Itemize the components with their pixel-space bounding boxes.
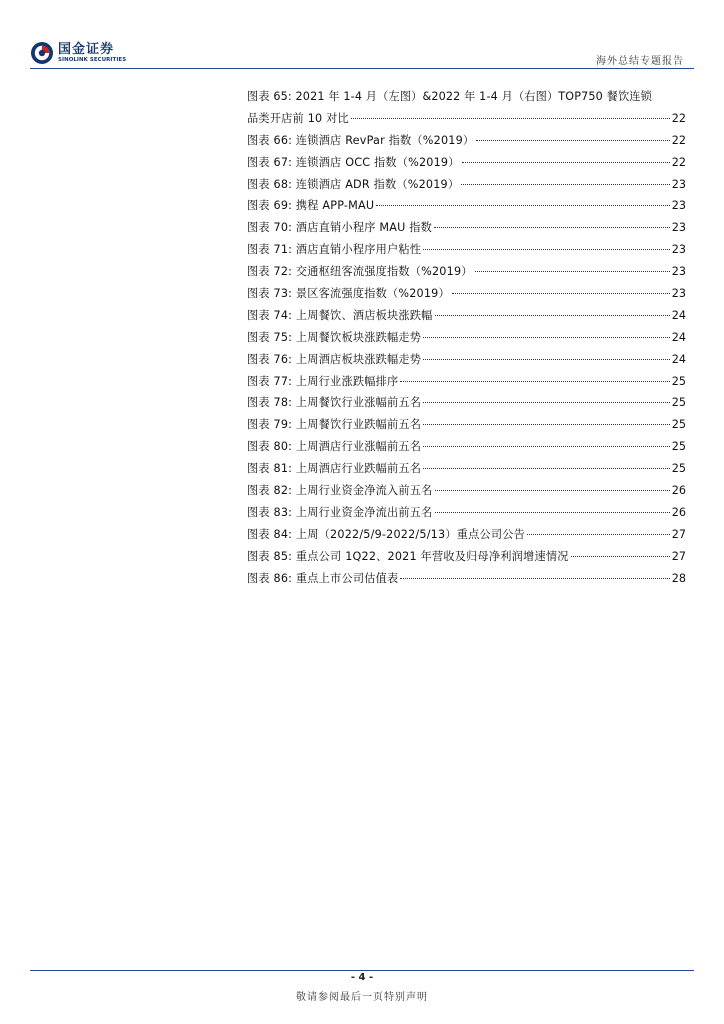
toc-entry-text: 图表 77: 上周行业涨跌幅排序 [247, 374, 399, 388]
toc-entry-line [247, 349, 686, 371]
toc-page-number: 22 [671, 111, 686, 125]
toc-page-number: 23 [671, 265, 686, 279]
sinolink-logo-icon [30, 41, 54, 65]
page-header [30, 38, 694, 68]
toc-entry-line [247, 327, 686, 349]
toc-dot-leader [376, 205, 669, 206]
toc-dot-leader [435, 315, 670, 316]
toc-entry-line [247, 524, 686, 546]
sinolink-logo [30, 40, 126, 66]
toc-entry[interactable] [247, 349, 686, 371]
toc-dot-leader [423, 337, 670, 338]
toc-page-number: 23 [671, 221, 686, 235]
toc-dot-leader [435, 490, 670, 491]
logo-text [58, 43, 126, 63]
toc-page-number: 28 [671, 571, 686, 585]
toc-entry-text: 图表 74: 上周餐饮、酒店板块涨跌幅 [247, 308, 433, 322]
toc-entry-text: 图表 73: 景区客流强度指数（%2019） [247, 287, 450, 301]
toc-entry-text: 图表 84: 上周（2022/5/9-2022/5/13）重点公司公告 [247, 527, 526, 541]
toc-page-number: 25 [671, 396, 686, 410]
toc-entry-line [247, 392, 686, 414]
header-divider [30, 68, 694, 69]
toc-page-number: 26 [671, 505, 686, 519]
toc-entry[interactable] [247, 152, 686, 174]
toc-entry[interactable] [247, 327, 686, 349]
toc-entry-line [247, 195, 686, 217]
toc-entry[interactable] [247, 568, 686, 590]
toc-dot-leader [452, 293, 670, 294]
toc-entry[interactable] [247, 436, 686, 458]
toc-dot-leader [423, 468, 670, 469]
toc-entry[interactable] [247, 414, 686, 436]
toc-entry-text: 图表 70: 酒店直销小程序 MAU 指数 [247, 221, 432, 235]
toc-entry-first[interactable] [247, 86, 686, 130]
toc-entry-text: 图表 82: 上周行业资金净流入前五名 [247, 484, 433, 498]
logo-chinese-name: 国金证券 [58, 41, 115, 57]
toc-page-number: 25 [671, 418, 686, 432]
toc-entry-line [247, 546, 686, 568]
toc-entry[interactable] [247, 371, 686, 393]
toc-page-number: 25 [671, 440, 686, 454]
toc-entry[interactable] [247, 239, 686, 261]
toc-entry-line [247, 152, 686, 174]
toc-page-number: 26 [671, 484, 686, 498]
toc-entry[interactable] [247, 546, 686, 568]
toc-entry-line [247, 305, 686, 327]
toc-entry-line2 [247, 108, 686, 130]
toc-entry-text: 图表 69: 携程 APP-MAU [247, 199, 375, 213]
toc-entry-text: 图表 67: 连锁酒店 OCC 指数（%2019） [247, 155, 460, 169]
toc-dot-leader [423, 359, 670, 360]
toc-entry-line [247, 480, 686, 502]
toc-page-number: 24 [671, 308, 686, 322]
toc-entry-text: 图表 80: 上周酒店行业涨幅前五名 [247, 440, 422, 454]
toc-page-number: 23 [671, 199, 686, 213]
toc-page-number: 23 [671, 177, 686, 191]
toc-entry[interactable] [247, 261, 686, 283]
toc-entry-text: 图表 86: 重点上市公司估值表 [247, 571, 399, 585]
toc-dot-leader [571, 556, 670, 557]
toc-entry-line [247, 458, 686, 480]
toc-entry[interactable] [247, 174, 686, 196]
toc-page-number: 27 [671, 549, 686, 563]
toc-entry[interactable] [247, 524, 686, 546]
toc-entry[interactable] [247, 502, 686, 524]
toc-entry-text: 图表 83: 上周行业资金净流出前五名 [247, 505, 433, 519]
toc-entry[interactable] [247, 305, 686, 327]
toc-dot-leader [434, 227, 670, 228]
toc-entry-text: 图表 68: 连锁酒店 ADR 指数（%2019） [247, 177, 460, 191]
toc-entry-line [247, 261, 686, 283]
toc-dot-leader [400, 381, 669, 382]
toc-page-number: 24 [671, 352, 686, 366]
toc-entry-line [247, 414, 686, 436]
toc-page-number: 25 [671, 462, 686, 476]
toc-page-number: 23 [671, 287, 686, 301]
toc-dot-leader [527, 534, 670, 535]
toc-page-number: 24 [671, 330, 686, 344]
toc-entry-line [247, 283, 686, 305]
toc-entry-text: 图表 76: 上周酒店板块涨跌幅走势 [247, 352, 422, 366]
toc-entry[interactable] [247, 480, 686, 502]
toc-page-number: 25 [671, 374, 686, 388]
toc-dot-leader [351, 118, 670, 119]
toc-page-number: 23 [671, 243, 686, 257]
toc-page-number: 22 [671, 155, 686, 169]
toc-dot-leader [423, 424, 670, 425]
toc-page-number: 22 [671, 133, 686, 147]
page-number: - 4 - [350, 972, 374, 983]
toc-entry[interactable] [247, 283, 686, 305]
logo-english-name: SINOLINK SECURITIES [58, 56, 127, 63]
toc-entry-text-line1: 图表 65: 2021 年 1-4 月（左图）&2022 年 1-4 月（右图）TOP750 餐饮连锁 [247, 90, 652, 103]
toc-entry-text: 图表 71: 酒店直销小程序用户粘性 [247, 243, 422, 257]
toc-entry[interactable] [247, 392, 686, 414]
toc-dot-leader [423, 402, 670, 403]
toc-entry-text: 图表 79: 上周餐饮行业跌幅前五名 [247, 418, 422, 432]
toc-entry[interactable] [247, 130, 686, 152]
toc-entry[interactable] [247, 195, 686, 217]
toc-entry-text: 图表 72: 交通枢纽客流强度指数（%2019） [247, 265, 473, 279]
toc-dot-leader [461, 184, 670, 185]
toc-dot-leader [423, 249, 670, 250]
toc-entry-text: 图表 66: 连锁酒店 RevPar 指数（%2019） [247, 133, 475, 147]
toc-entry-line [247, 174, 686, 196]
toc-dot-leader [423, 446, 670, 447]
toc-entry-line [247, 436, 686, 458]
toc-entry-line [247, 568, 686, 590]
table-of-figures [247, 86, 686, 589]
report-type-title: 海外总结专题报告 [596, 56, 684, 67]
toc-entry-line [247, 371, 686, 393]
footer-divider [30, 970, 694, 971]
toc-entry-text: 图表 75: 上周餐饮板块涨跌幅走势 [247, 330, 422, 344]
toc-dot-leader [462, 162, 670, 163]
toc-dot-leader [400, 578, 669, 579]
toc-dot-leader [435, 512, 670, 513]
toc-page-number: 27 [671, 527, 686, 541]
toc-entry-line [247, 130, 686, 152]
toc-dot-leader [476, 140, 669, 141]
toc-dot-leader [475, 271, 670, 272]
toc-entry-line [247, 217, 686, 239]
toc-entry[interactable] [247, 217, 686, 239]
toc-entry-text: 图表 78: 上周餐饮行业涨幅前五名 [247, 396, 422, 410]
toc-entry-line [247, 502, 686, 524]
toc-entry-text-line2: 品类开店前 10 对比 [247, 111, 349, 125]
toc-entry[interactable] [247, 458, 686, 480]
disclaimer-note: 敬请参阅最后一页特别声明 [296, 992, 428, 1003]
toc-entry-line [247, 239, 686, 261]
toc-entry-text: 图表 81: 上周酒店行业跌幅前五名 [247, 462, 422, 476]
toc-entry-text: 图表 85: 重点公司 1Q22、2021 年营收及归母净利润增速情况 [247, 549, 569, 563]
